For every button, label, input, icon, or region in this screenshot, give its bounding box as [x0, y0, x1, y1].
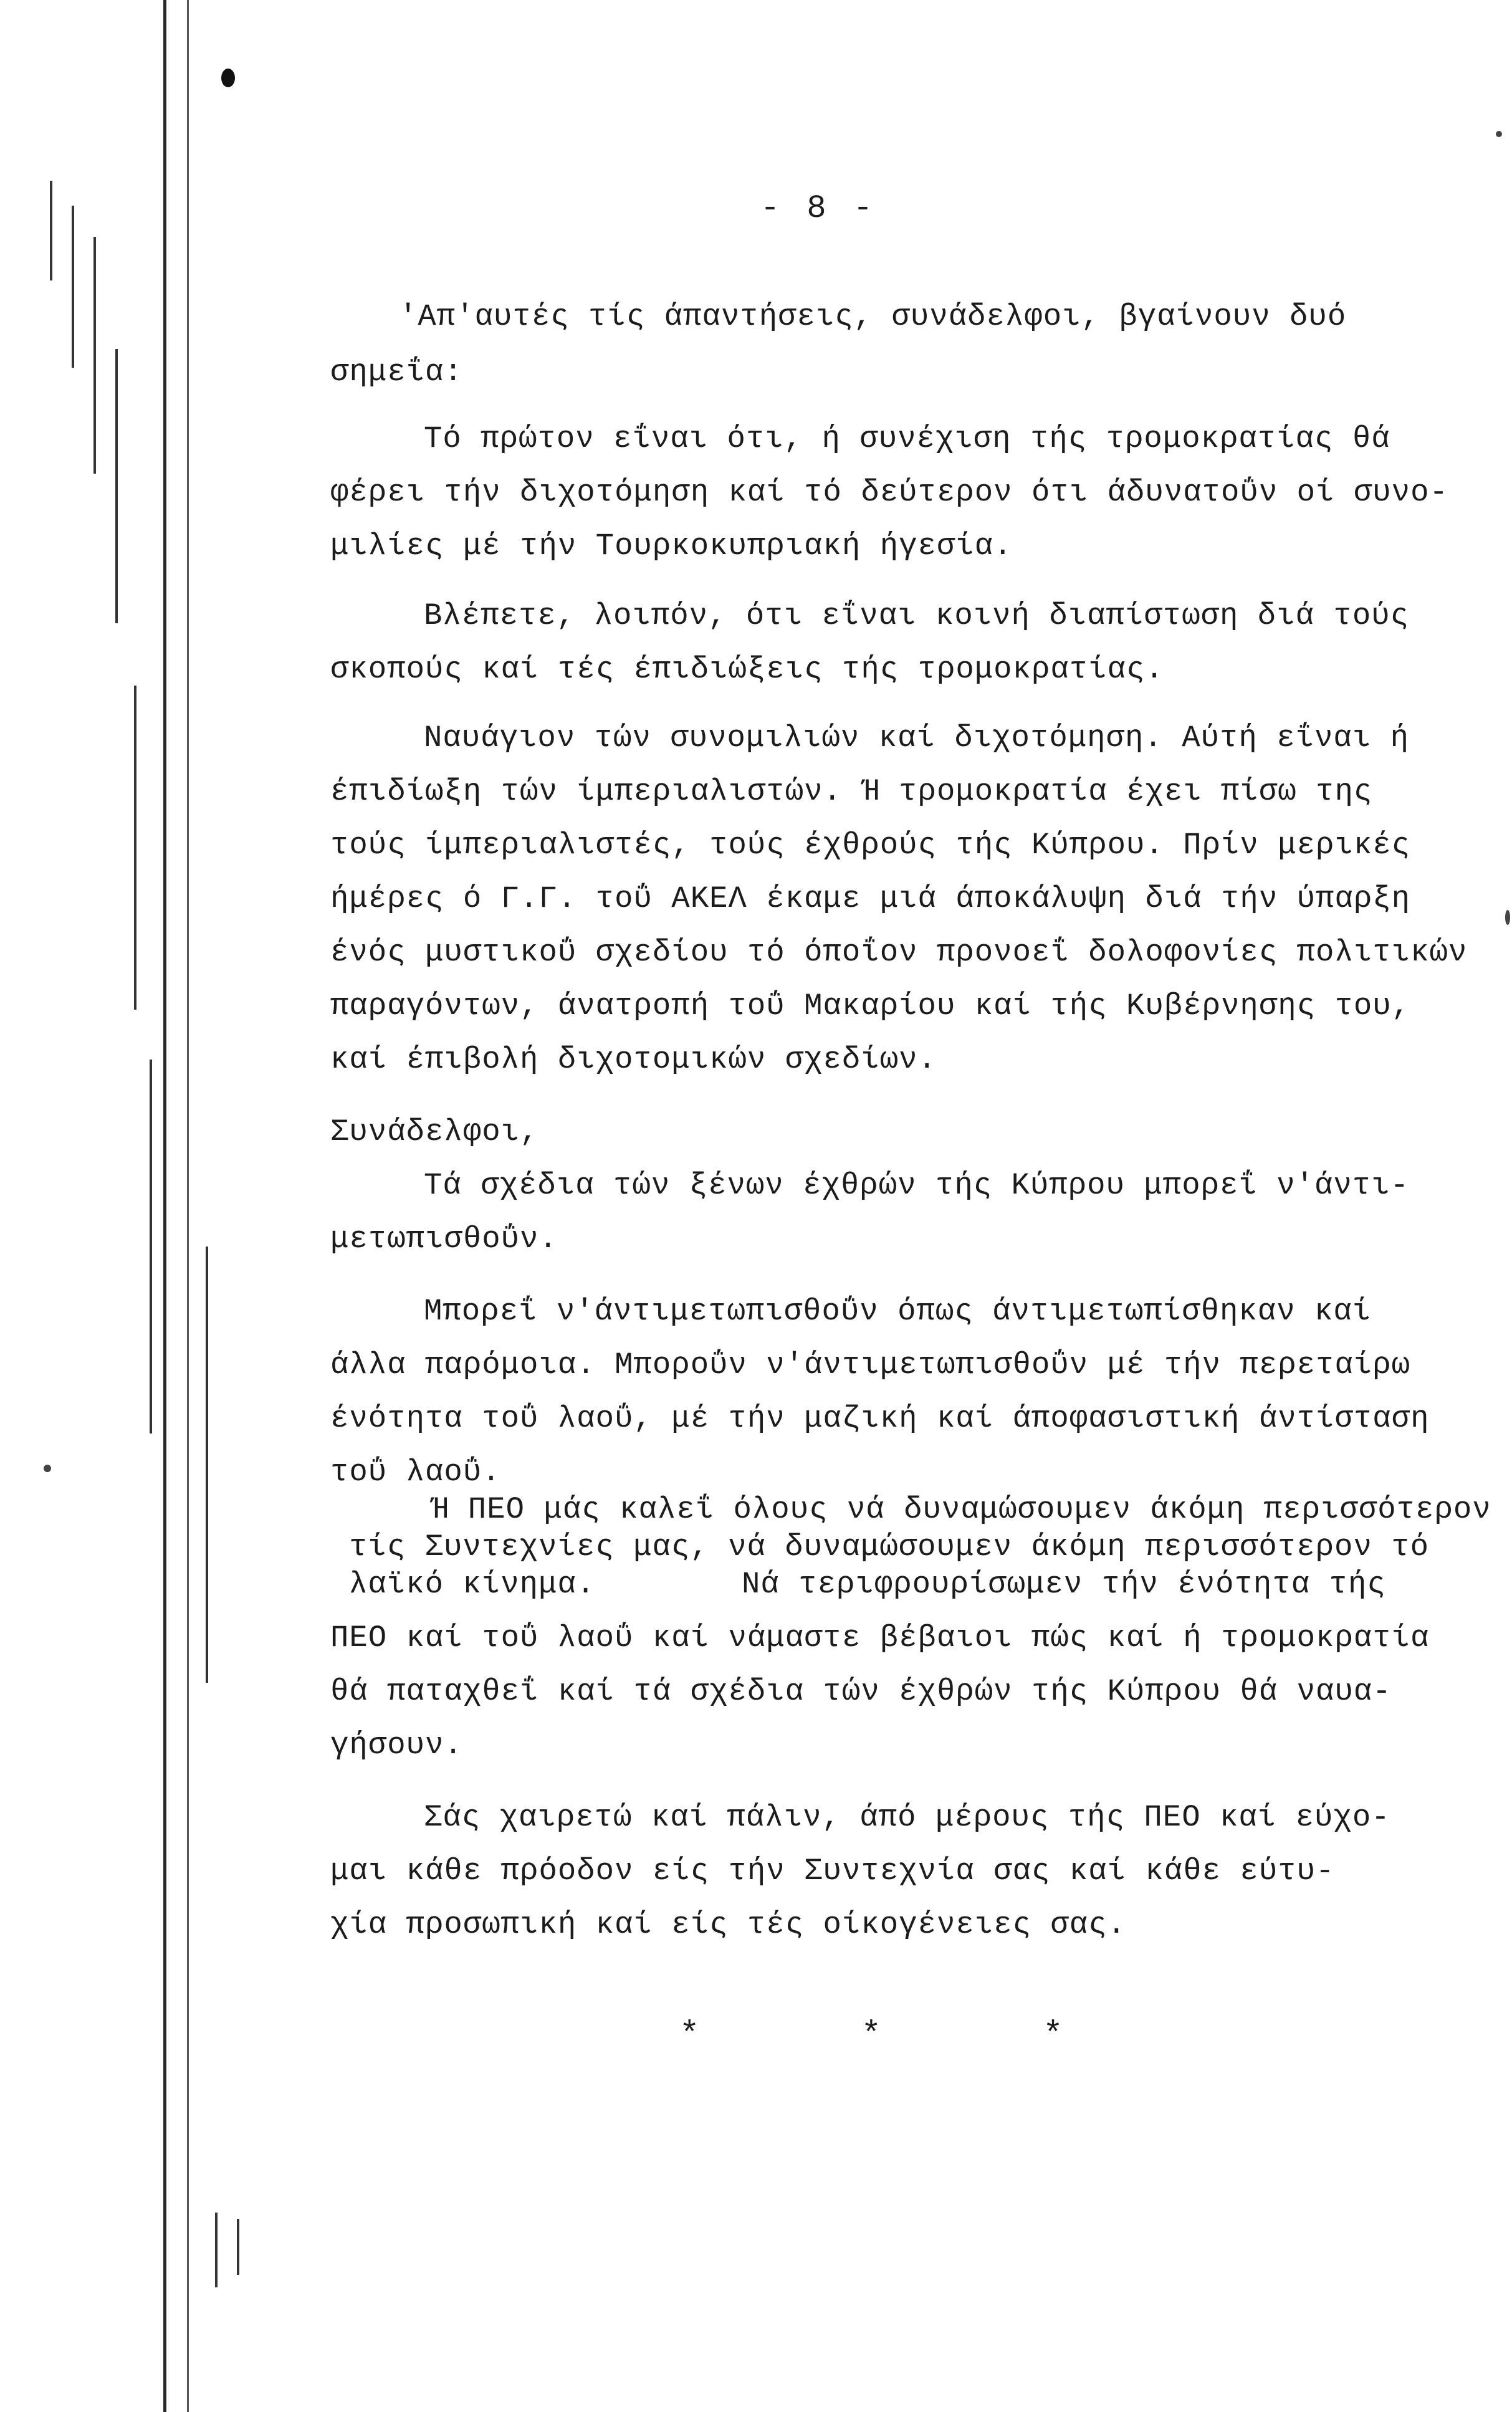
text-line: ένότητα τοΰ λαοΰ, μέ τήν μαζική καί άποφασιστική άντίσταση: [330, 1401, 1430, 1436]
scan-edge-mark: [93, 237, 96, 474]
text-line: τοΰ λαοΰ.: [330, 1455, 501, 1490]
text-line: Βλέπετε, λοιπόν, ότι εΐναι κοινή διαπίστωση διά τούς: [424, 598, 1410, 633]
text-line: Τά σχέδια τών ξένων έχθρών τής Κύπρου μπορεΐ ν'άντι-: [424, 1168, 1410, 1203]
text-line: χία προσωπική καί είς τές οίκογένειες σας.: [330, 1907, 1127, 1942]
text-line: μαι κάθε πρόοδον είς τήν Συντεχνία σας καί κάθε εύτυ-: [330, 1854, 1335, 1888]
text-line: φέρει τήν διχοτόμηση καί τό δεύτερον ότι άδυνατοΰν οί συνο-: [330, 475, 1448, 510]
text-line: καί έπιβολή διχοτομικών σχεδίων.: [330, 1042, 937, 1077]
text-line: ήμέρες ό Γ.Γ. τοΰ ΑΚΕΛ έκαμε μιά άποκάλυψη διά τήν ύπαρξη: [330, 881, 1411, 916]
scan-edge-mark: [50, 181, 52, 280]
text-line: ΠΕΟ καί τοΰ λαοΰ καί νάμαστε βέβαιοι πώς καί ή τρομοκρατία: [330, 1620, 1430, 1655]
text-line: μετωπισθοΰν.: [330, 1222, 558, 1256]
text-line: Νά τεριφρουρίσωμεν τήν ένότητα τής: [742, 1567, 1386, 1602]
scan-edge-mark: [206, 1247, 208, 1683]
scan-speck: [1496, 131, 1502, 137]
text-line: παραγόντων, άνατροπή τοΰ Μακαρίου καί τής Κυβέρνησης του,: [330, 988, 1411, 1023]
text-line: σημεΐα:: [330, 355, 463, 390]
scan-edge-mark: [72, 206, 74, 368]
text-line: έπιδίωξη τών ίμπεριαλιστών. Ή τρομοκρατία έχει πίσω της: [330, 774, 1373, 809]
scan-edge-mark: [215, 2213, 218, 2287]
scan-speck: [221, 69, 235, 87]
text-line: Σάς χαιρετώ καί πάλιν, άπό μέρους τής ΠΕΟ καί εύχο-: [424, 1800, 1390, 1835]
text-line: άλλα παρόμοια. Μποροΰν ν'άντιμετωπισθοΰν μέ τήν περεταίρω: [330, 1347, 1411, 1382]
scan-speck: [1505, 910, 1510, 925]
scan-edge-mark: [150, 1060, 152, 1433]
binding-margin-line-inner: [187, 0, 189, 2412]
scan-edge-mark: [115, 349, 118, 623]
text-line: σκοπούς καί τές έπιδιώξεις τής τρομοκρατίας.: [330, 652, 1164, 687]
text-line: ένός μυστικοΰ σχεδίου τό όποΐον προνοεΐ δολοφονίες πολιτικών: [330, 935, 1468, 970]
text-line: τίς Συντεχνίες μας, νά δυναμώσουμεν άκόμη περισσότερον τό: [349, 1529, 1430, 1564]
text-line: Ναυάγιον τών συνομιλιών καί διχοτόμηση. Αύτή εΐναι ή: [424, 720, 1410, 755]
text-line: λαϊκό κίνημα.: [349, 1567, 596, 1602]
text-line: Συνάδελφοι,: [330, 1114, 539, 1149]
binding-margin-line: [163, 0, 166, 2412]
text-line: Τό πρώτον εΐναι ότι, ή συνέχιση τής τρομοκρατίας θά: [424, 421, 1390, 456]
text-line: γήσουν.: [330, 1728, 463, 1763]
text-line: μιλίες μέ τήν Τουρκοκυπριακή ήγεσία.: [330, 529, 1013, 563]
text-line: θά παταχθεΐ καί τά σχέδια τών έχθρών τής Κύπρου θά ναυα-: [330, 1674, 1392, 1709]
text-line: 'Απ'αυτές τίς άπαντήσεις, συνάδελφοι, βγαίνουν δυό: [399, 299, 1347, 334]
closing-asterisks: * * *: [679, 2016, 1063, 2054]
text-line: Μπορεΐ ν'άντιμετωπισθοΰν όπως άντιμετωπίσθηκαν καί: [424, 1294, 1372, 1329]
scan-speck: [44, 1465, 51, 1472]
page-number: - 8 -: [760, 190, 877, 227]
scan-edge-mark: [237, 2219, 239, 2275]
text-line: Ή ΠΕΟ μάς καλεΐ όλους νά δυναμώσουμεν άκόμη περισσότερον: [430, 1492, 1491, 1527]
scan-edge-mark: [134, 686, 136, 1010]
text-line: τούς ίμπεριαλιστές, τούς έχθρούς τής Κύπρου. Πρίν μερικές: [330, 828, 1411, 863]
